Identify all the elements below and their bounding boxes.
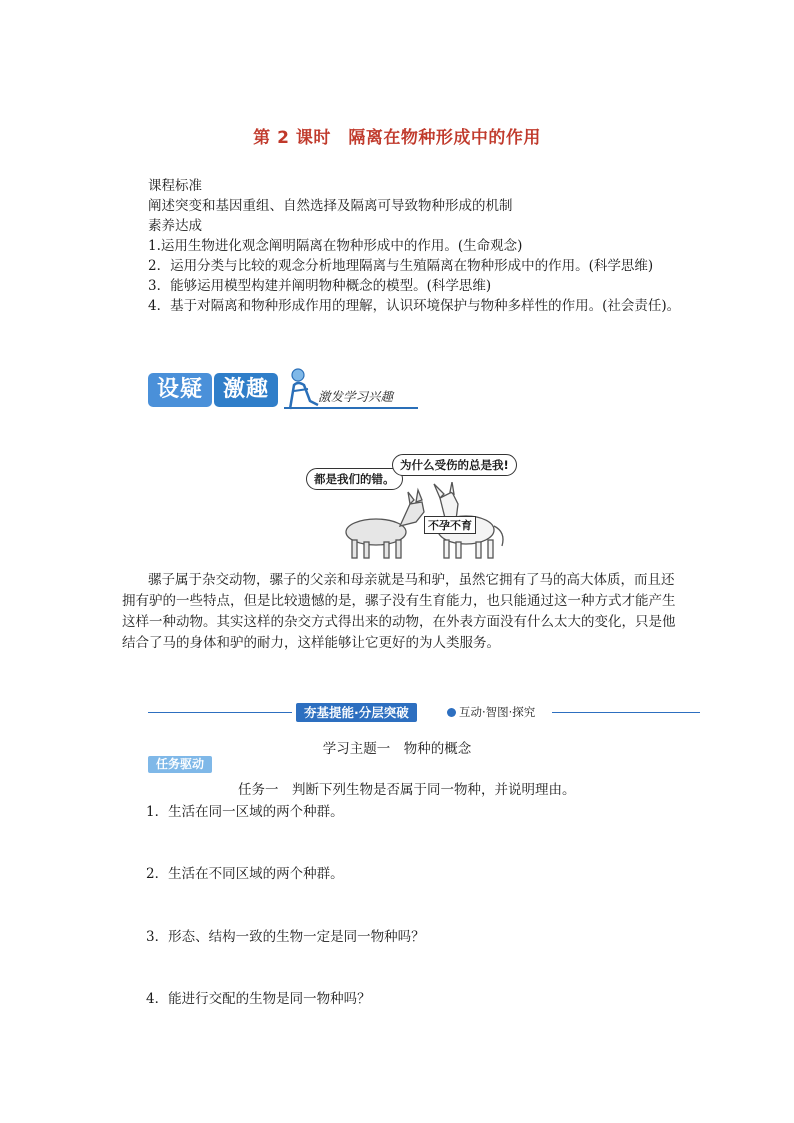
objectives-block: [122, 176, 682, 316]
literacy-item: 4．基于对隔离和物种形成作用的理解，认识环境保护与物种多样性的作用。(社会责任)。: [148, 298, 681, 314]
literacy-item: 1.运用生物进化观念阐明隔离在物种形成中的作用。(生命观念): [148, 238, 523, 254]
student-figure-icon: [284, 367, 320, 411]
intro-paragraph: 骡子属于杂交动物，骡子的父亲和母亲就是马和驴，虽然它拥有了马的高大体质，而且还拥有驴的一些特点，但是比较遗憾的是，骡子没有生育能力，也只能通过这一种方式才能产生这样一种动物。其实这样的杂交方式得出来的动物，在外表方面没有什么太大的变化，只是他结合了马的身体和驴的耐力，这样能够让它更好的为人类服务。: [122, 572, 676, 651]
infertile-tag: 不孕不育: [424, 516, 476, 534]
literacy-item: 3．能够运用模型构建并阐明物种概念的模型。(科学思维): [148, 278, 492, 294]
section-rule-right: [552, 712, 700, 713]
task-line: 任务一 判断下列生物是否属于同一物种，并说明理由。: [238, 782, 576, 798]
section-badge: 夯基提能·分层突破: [296, 703, 417, 722]
section-rule-left: [148, 712, 292, 713]
mule-illustration: [300, 452, 530, 562]
standards-text: 阐述突变和基因重组、自然选择及隔离可导致物种形成的机制: [148, 198, 513, 214]
banner-inquiry: [148, 367, 418, 415]
literacy-heading: 素养达成: [148, 218, 202, 234]
section-side-label: 互动·智图·探究: [459, 705, 536, 719]
banner-subtitle: 激发学习兴趣: [318, 389, 394, 404]
question-item: 4．能进行交配的生物是同一物种吗？: [146, 991, 371, 1007]
literacy-item: 2．运用分类与比较的观念分析地理隔离与生殖隔离在物种形成中的作用。(科学思维): [148, 258, 654, 274]
section-side: [447, 704, 535, 720]
bullet-dot-icon: [447, 708, 456, 717]
page-title: 第 2 课时 隔离在物种形成中的作用: [253, 128, 541, 148]
task-badge: 任务驱动: [148, 756, 212, 773]
banner-label-1: 设疑: [148, 373, 212, 407]
question-item: 1．生活在同一区域的两个种群。: [146, 804, 344, 820]
banner-underline: [284, 407, 418, 409]
topic-title: 学习主题一 物种的概念: [322, 741, 472, 757]
question-item: 3．形态、结构一致的生物一定是同一物种吗？: [146, 929, 425, 945]
speech-bubble-left: 都是我们的错。: [306, 468, 403, 490]
standards-heading: 课程标准: [148, 178, 202, 194]
speech-bubble-right: 为什么受伤的总是我!: [392, 454, 517, 476]
banner-label-2: 激趣: [214, 373, 278, 407]
question-item: 2．生活在不同区域的两个种群。: [146, 866, 344, 882]
